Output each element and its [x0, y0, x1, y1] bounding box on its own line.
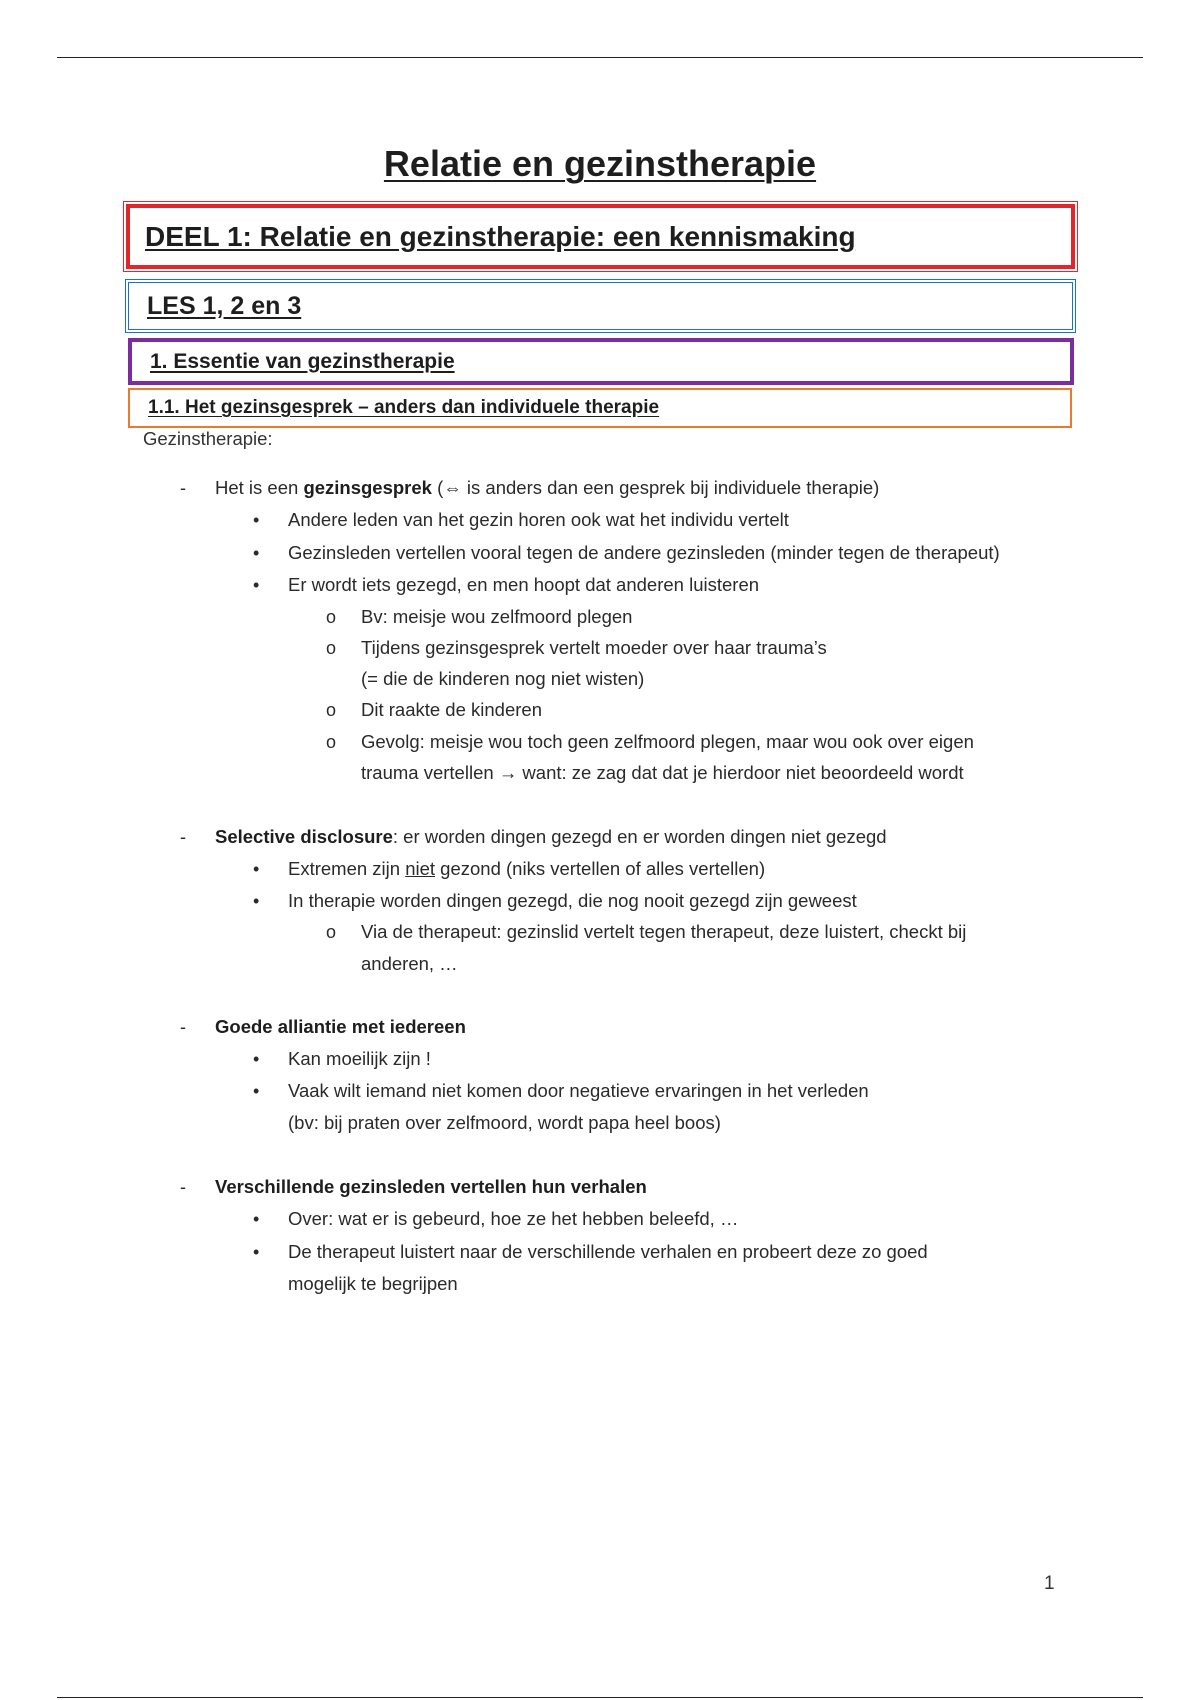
heading-subsection — [128, 388, 1072, 428]
block1-sub4-cont: trauma vertellen → want: ze zag dat dat je hierdoor niet beoordeeld wordt — [361, 762, 964, 783]
block1-item3: Er wordt iets gezegd, en men hoopt dat anderen luisteren — [288, 574, 760, 595]
bullet-marker: • — [253, 543, 260, 563]
document-title: Relatie en gezinstherapie — [383, 143, 817, 184]
block1-main: Het is een gezinsgesprek (⇔ is anders dan een gesprek bij individuele therapie) — [215, 477, 880, 498]
heading-les-text: LES 1, 2 en 3 — [147, 291, 302, 320]
block1-item2: Gezinsleden vertellen vooral tegen de andere gezinsleden (minder tegen de therapeut) — [288, 542, 1000, 563]
dash-marker: - — [180, 827, 186, 847]
bullet-marker: • — [253, 1242, 260, 1262]
heading-deel — [123, 201, 1078, 272]
heading-les — [125, 279, 1076, 333]
circle-marker: o — [326, 638, 337, 658]
heading-subsection-text: 1.1. Het gezinsgesprek – anders dan individuele therapie — [148, 397, 660, 418]
heading-deel-text: DEEL 1: Relatie en gezinstherapie: een kennismaking — [145, 220, 856, 252]
heading-section-text: 1. Essentie van gezinstherapie — [150, 349, 455, 373]
circle-marker: o — [326, 922, 337, 942]
block1-sub1: Bv: meisje wou zelfmoord plegen — [361, 606, 633, 627]
block1-sub2: Tijdens gezinsgesprek vertelt moeder over haar trauma’s — [361, 637, 827, 658]
bullet-marker: • — [253, 510, 260, 530]
block1-sub2-cont: (= die de kinderen nog niet wisten) — [361, 668, 645, 689]
block3-item2-cont: (bv: bij praten over zelfmoord, wordt papa heel boos) — [288, 1112, 721, 1133]
footer-rule — [57, 1697, 1143, 1698]
bullet-marker: • — [253, 1049, 260, 1069]
block4-item2: De therapeut luistert naar de verschillende verhalen en probeert deze zo goed — [288, 1241, 928, 1262]
block2-main: Selective disclosure: er worden dingen gezegd en er worden dingen niet gezegd — [215, 826, 887, 847]
circle-marker: o — [326, 732, 337, 752]
block3-item2: Vaak wilt iemand niet komen door negatieve ervaringen in het verleden — [288, 1080, 869, 1101]
dash-marker: - — [180, 1017, 186, 1037]
circle-marker: o — [326, 700, 337, 720]
intro-text: Gezinstherapie: — [143, 428, 273, 449]
block3-main: Goede alliantie met iedereen — [215, 1016, 466, 1037]
block1-item1: Andere leden van het gezin horen ook wat het individu vertelt — [288, 509, 789, 530]
bullet-marker: • — [253, 1209, 260, 1229]
bullet-marker: • — [253, 891, 260, 911]
block1-sub3: Dit raakte de kinderen — [361, 699, 542, 720]
block2-sub1: Via de therapeut: gezinslid vertelt tegen therapeut, deze luistert, checkt bij — [361, 921, 967, 942]
block4-main: Verschillende gezinsleden vertellen hun verhalen — [215, 1176, 647, 1197]
dash-marker: - — [180, 1177, 186, 1197]
block4-item1: Over: wat er is gebeurd, hoe ze het hebben beleefd, … — [288, 1208, 739, 1229]
block2-item1: Extremen zijn niet gezond (niks vertellen of alles vertellen) — [288, 858, 766, 879]
heading-section — [128, 338, 1074, 385]
page-number: 1 — [1044, 1573, 1055, 1594]
block1-sub4: Gevolg: meisje wou toch geen zelfmoord plegen, maar wou ook over eigen — [361, 731, 974, 752]
block2-sub1-cont: anderen, … — [361, 953, 458, 974]
circle-marker: o — [326, 607, 337, 627]
bullet-marker: • — [253, 859, 260, 879]
bullet-marker: • — [253, 575, 260, 595]
block2-item2: In therapie worden dingen gezegd, die nog nooit gezegd zijn geweest — [288, 890, 857, 911]
dash-marker: - — [180, 478, 186, 498]
block4-item2-cont: mogelijk te begrijpen — [288, 1273, 458, 1294]
block3-item1: Kan moeilijk zijn ! — [288, 1048, 431, 1069]
bullet-marker: • — [253, 1081, 260, 1101]
header-rule — [57, 57, 1143, 58]
